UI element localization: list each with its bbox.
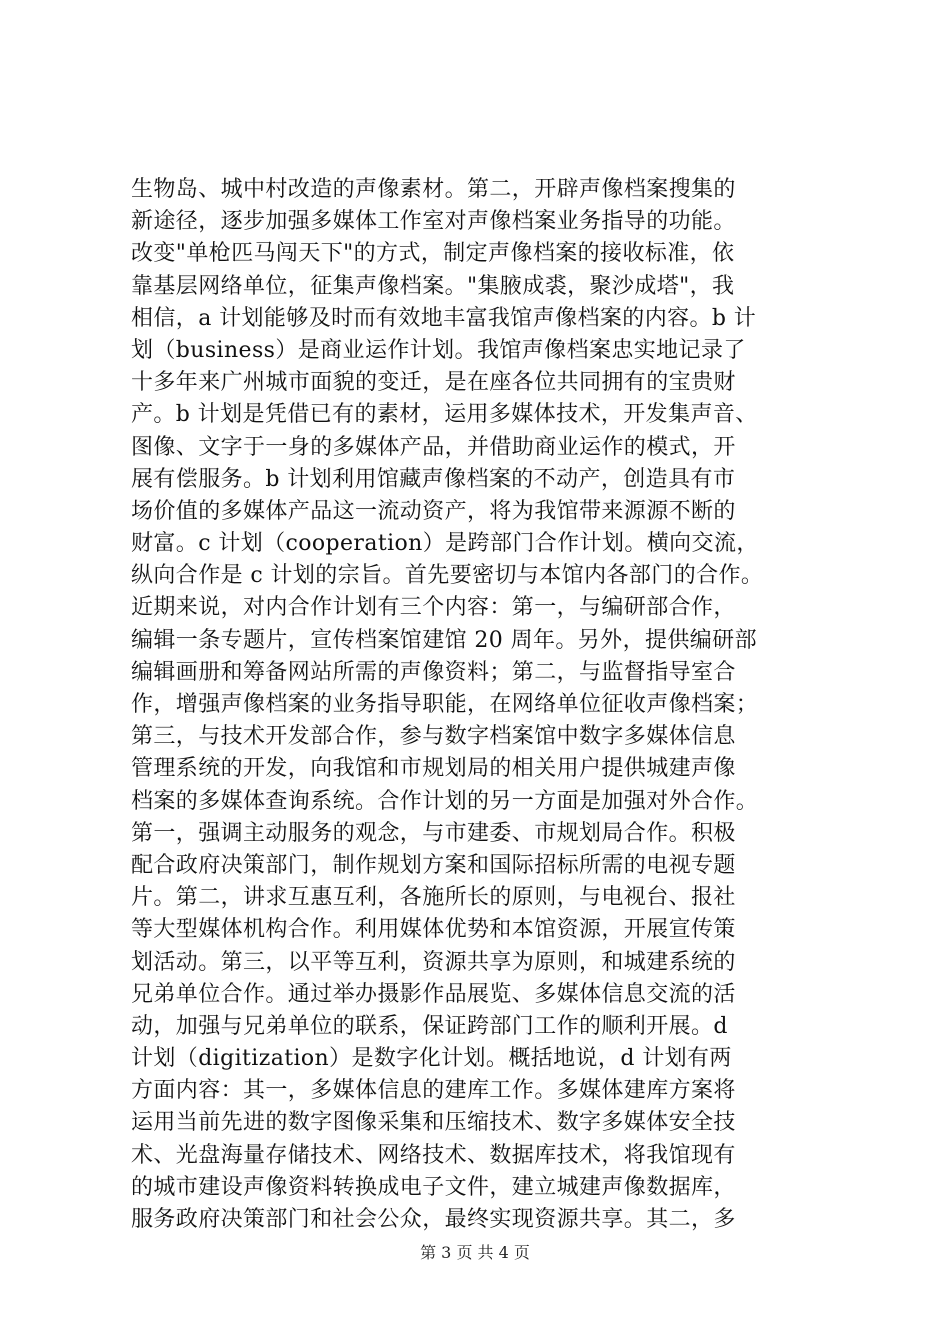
text-line: 配合政府决策部门，制作规划方案和国际招标所需的电视专题 xyxy=(131,852,736,878)
text-line: 服务政府决策部门和社会公众，最终实现资源共享。其二，多 xyxy=(131,1207,736,1232)
text-line: 场价值的多媒体产品这一流动资产，将为我馆带来源源不断的 xyxy=(131,498,736,524)
text-line: 展有偿服务。b 计划利用馆藏声像档案的不动产，创造具有市 xyxy=(131,466,736,492)
text-line: 产。b 计划是凭借已有的素材，运用多媒体技术，开发集声音、 xyxy=(131,402,758,428)
text-line: 生物岛、城中村改造的声像素材。第二，开辟声像档案搜集的 xyxy=(131,177,736,202)
text-line: 编辑一条专题片，宣传档案馆建馆 20 周年。另外，提供编研部 xyxy=(131,627,757,653)
text-line: 财富。c 计划（cooperation）是跨部门合作计划。横向交流， xyxy=(131,531,759,557)
page-number: 第 3 页 共 4 页 xyxy=(420,1243,530,1262)
text-line: 纵向合作是 c 计划的宗旨。首先要密切与本馆内各部门的合作。 xyxy=(131,563,764,589)
text-line: 十多年来广州城市面貌的变迁，是在座各位共同拥有的宝贵财 xyxy=(131,370,736,396)
text-line: 编辑画册和筹备网站所需的声像资料；第二，与监督指导室合 xyxy=(131,659,736,685)
text-line: 图像、文字于一身的多媒体产品，并借助商业运作的模式，开 xyxy=(131,434,736,460)
text-line: 划活动。第三，以平等互利，资源共享为原则，和城建系统的 xyxy=(131,949,736,975)
text-line: 相信，a 计划能够及时而有效地丰富我馆声像档案的内容。b 计 xyxy=(131,305,757,331)
text-line: 片。第二，讲求互惠互利，各施所长的原则，与电视台、报社 xyxy=(131,885,736,911)
body-text xyxy=(131,174,851,1236)
text-line: 靠基层网络单位，征集声像档案。"集腋成裘，聚沙成塔"，我 xyxy=(131,273,735,299)
text-line: 方面内容：其一，多媒体信息的建库工作。多媒体建库方案将 xyxy=(131,1078,736,1104)
text-line: 计划（digitization）是数字化计划。概括地说，d 计划有两 xyxy=(131,1046,732,1072)
text-line: 划（business）是商业运作计划。我馆声像档案忠实地记录了 xyxy=(131,337,746,363)
text-line: 的城市建设声像资料转换成电子文件，建立城建声像数据库， xyxy=(131,1174,736,1200)
text-line: 作，增强声像档案的业务指导职能，在网络单位征收声像档案； xyxy=(131,692,759,717)
text-line: 改变"单枪匹马闯天下"的方式，制定声像档案的接收标准，依 xyxy=(131,241,735,267)
text-line: 档案的多媒体查询系统。合作计划的另一方面是加强对外合作。 xyxy=(131,788,759,814)
text-line: 兄弟单位合作。通过举办摄影作品展览、多媒体信息交流的活 xyxy=(131,981,736,1007)
text-line: 近期来说，对内合作计划有三个内容：第一，与编研部合作， xyxy=(131,595,736,621)
text-line: 动，加强与兄弟单位的联系，保证跨部门工作的顺利开展。d xyxy=(131,1013,728,1039)
text-line: 第一，强调主动服务的观念，与市建委、市规划局合作。积极 xyxy=(131,820,736,846)
text-line: 第三，与技术开发部合作，参与数字档案馆中数字多媒体信息 xyxy=(131,724,736,750)
text-line: 新途径，逐步加强多媒体工作室对声像档案业务指导的功能。 xyxy=(131,209,736,235)
page-footer xyxy=(0,1242,950,1264)
text-line: 管理系统的开发，向我馆和市规划局的相关用户提供城建声像 xyxy=(131,756,736,782)
text-line: 等大型媒体机构合作。利用媒体优势和本馆资源，开展宣传策 xyxy=(131,917,736,943)
text-line: 术、光盘海量存储技术、网络技术、数据库技术，将我馆现有 xyxy=(131,1142,736,1168)
text-line: 运用当前先进的数字图像采集和压缩技术、数字多媒体安全技 xyxy=(131,1110,736,1136)
